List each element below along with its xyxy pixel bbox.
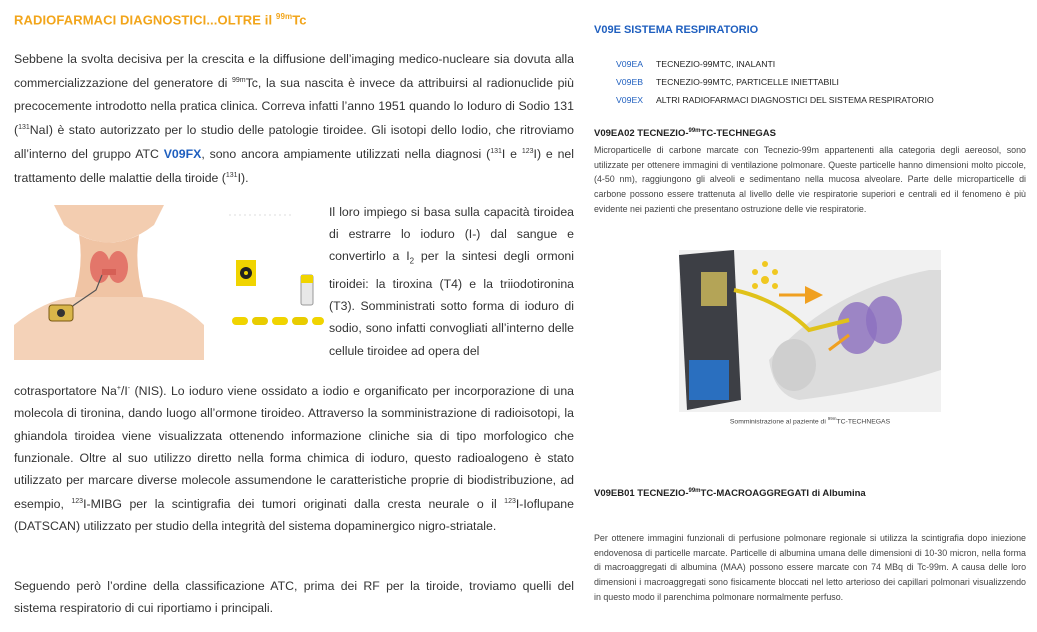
atc-item bbox=[616, 55, 934, 73]
title-text: RADIOFARMACI DIAGNOSTICI...OLTRE il bbox=[14, 12, 276, 28]
text: I) e nel trattamento delle malattie della tiroide ( bbox=[14, 147, 574, 186]
superscript: 99m bbox=[688, 128, 701, 134]
text: NaI) è stato autorizzato per lo studio delle patologie tiroidee. Gli isotopi dello Iodio, che ritroviamo all’interno del gruppo ATC bbox=[14, 122, 574, 162]
maa-text: Per ottenere immagini funzionali di perfusione polmonare regionale si utilizza la scintigrafia dopo iniezione endovenosa di particelle marcate. Particelle di albumina umana delle dimensioni di 10-30 micron, nella forma di macroaggregati di albumina (MAA) possono essere marcate con 74 MBq di Tc-99m. A causa delle loro dimensioni i macroaggregati sono fisicamente bloccati nel letto arterioso dei capillari polmonari visualizzendo in questo modo il parenchima polmonare normalmente perfuso. bbox=[594, 533, 1026, 602]
text: I). bbox=[237, 171, 249, 186]
text: TC-MACROAGGREGATI di Albumina bbox=[700, 488, 866, 500]
atc-code: V09EX bbox=[616, 95, 644, 105]
technegas-title bbox=[594, 128, 776, 139]
text: I-Ioflupane (DATSCAN) utilizzato per studio della integrità del sistema dopaminergico nigro-striatale. bbox=[14, 497, 574, 534]
figure-caption bbox=[594, 416, 1026, 425]
paragraph-closing: Seguendo però l’ordine della classificazione ATC, prima dei RF per la tiroide, troviamo quelli del sistema respiratorio di cui riportiamo i principali. bbox=[14, 579, 574, 616]
paragraph-nis bbox=[14, 378, 574, 538]
superscript: 123 bbox=[71, 498, 84, 506]
text: , sono ancora ampiamente utilizzati nella diagnosi ( bbox=[201, 147, 491, 162]
text: I e bbox=[501, 147, 522, 162]
text: Sebbene la svolta decisiva per la crescita e la diffusione dell’imaging medico-nucleare sia dovuta alla commercializzazione del generatore di bbox=[14, 52, 574, 91]
superscript: 99m bbox=[688, 488, 701, 494]
subscript: 2 bbox=[409, 256, 415, 266]
superscript: 99m bbox=[827, 416, 837, 421]
text: V09EA02 TECNEZIO- bbox=[594, 128, 689, 140]
superscript: 99m bbox=[232, 77, 246, 85]
thyroid-illustration bbox=[14, 205, 326, 360]
superscript: - bbox=[127, 385, 131, 392]
text: Il loro impiego si basa sulla capacità tiroidea di estrarre lo ioduro (I-) dal sangue e convertirlo a I bbox=[329, 205, 574, 264]
maa-title bbox=[594, 488, 866, 499]
atc-code: V09EB bbox=[616, 77, 644, 87]
technegas-text: Microparticelle di carbone marcate con Tecnezio-99m appartenenti alla categoria degli aereosol, sono utilizzate per ottenere immagini di ventilazione polmonare. Queste particelle hanno dimensioni molto piccole, (4-50 nm), raggiungono gli alveoli e sedimentano nella mucosa alveolare. Parte delle microparticelle di carbone possono essere trattenuta al livello delle vie respiratorie superiori e centrali ed il fenomeno è più evidente nei pazienti che presentano ostruzione delle vie respiratorie. bbox=[594, 145, 1026, 214]
text: per la sintesi degli ormoni tiroidei: la tiroxina (T4) e la triiodotironina (T3). Somministrati sotto forma di ioduro di sodio, sono infatti convogliati all’interno delle cellule tiroidee ad opera del bbox=[329, 249, 574, 358]
text: V09EB01 TECNEZIO- bbox=[594, 488, 689, 500]
paragraph-thyroid-uptake bbox=[329, 201, 574, 362]
atc-code: V09EA bbox=[616, 59, 644, 69]
superscript: 123 bbox=[521, 148, 534, 155]
title-superscript: 99m bbox=[275, 12, 293, 21]
text: Somministrazione al paziente di bbox=[729, 418, 828, 426]
section-heading-respiratory: V09E SISTEMA RESPIRATORIO bbox=[594, 24, 759, 36]
text: TC-TECHNEGAS bbox=[700, 128, 776, 140]
text: I-MIBG per la scintigrafia dei tumori originati dalla cresta neurale o il bbox=[83, 497, 505, 512]
superscript: 131 bbox=[225, 172, 238, 180]
paragraph-intro bbox=[14, 48, 574, 190]
technegas-illustration bbox=[679, 250, 941, 412]
atc-label: TECNEZIO-99MTC, INALANTI bbox=[656, 59, 776, 69]
atc-label: ALTRI RADIOFARMACI DIAGNOSTICI DEL SISTEMA RESPIRATORIO bbox=[656, 95, 934, 105]
atc-list bbox=[616, 55, 934, 109]
atc-item bbox=[616, 73, 934, 91]
atc-code-link: V09FX bbox=[163, 147, 202, 162]
article-title bbox=[14, 12, 307, 27]
superscript: + bbox=[116, 385, 121, 392]
text: cotrasportatore Na bbox=[14, 384, 117, 399]
superscript: 131 bbox=[18, 123, 30, 131]
superscript: 131 bbox=[490, 148, 502, 155]
atc-label: TECNEZIO-99MTC, PARTICELLE INIETTABILI bbox=[656, 77, 839, 87]
text: (NIS). Lo ioduro viene ossidato a iodio e organificato per incorporazione di una molecola di tironina, dando luogo all’ormone tiroideo. Attraverso la somministrazione di radioisotopi, la ghiandola tiroidea viene visualizzata ottenendo informazione cliniche sia di tipo morfologico che funzionale. Oltre al suo utilizzo diretto nella forma chimica di ioduro, questo radioalogeno è stato utilizzato per marcare diverse molecole assumendone le caratteristiche proprie di biodistribuzione, ad esempio, bbox=[14, 384, 574, 512]
superscript: 123 bbox=[504, 498, 516, 506]
title-end: Tc bbox=[292, 12, 307, 28]
text: /I bbox=[120, 384, 128, 399]
text: Tc, la sua nascita è invece da attribuirsi al radionuclide più precocemente introdotto nella pratica clinica. Correva infatti l’anno 1951 quando lo Ioduro di Sodio 131 ( bbox=[14, 76, 574, 137]
text: TC-TECHNEGAS bbox=[836, 418, 891, 426]
atc-item bbox=[616, 91, 934, 109]
